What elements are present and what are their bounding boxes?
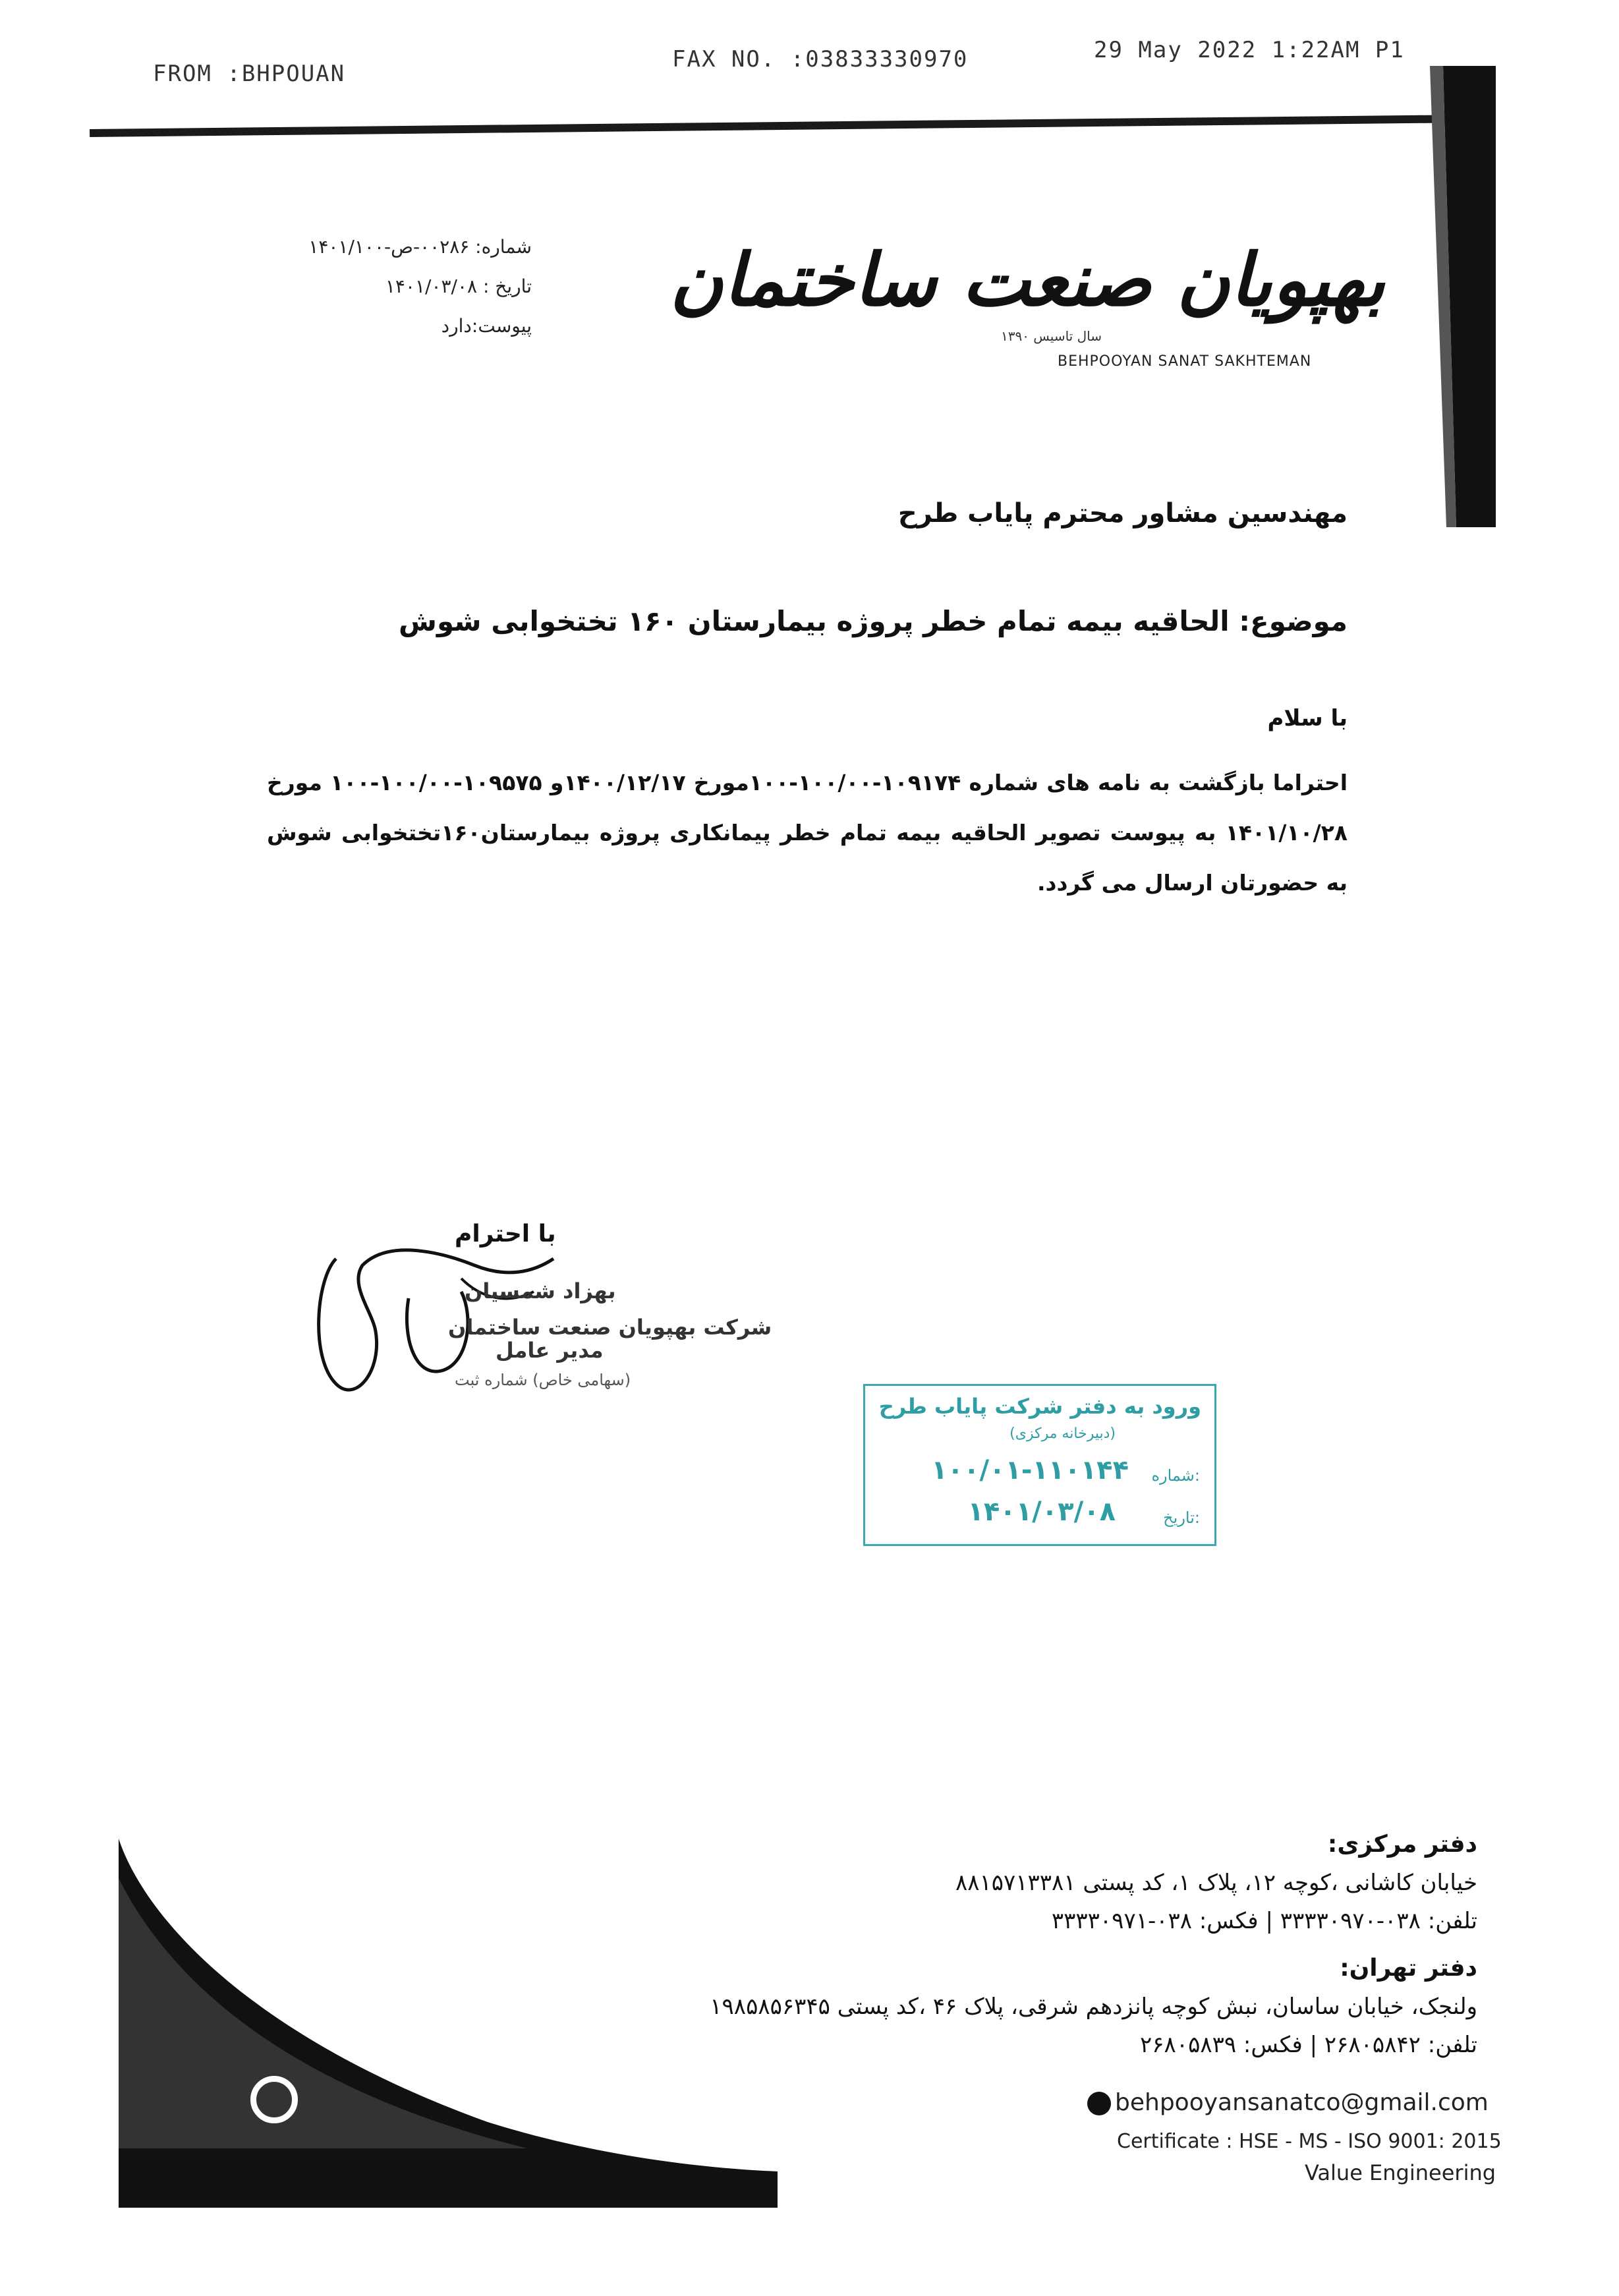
signer-company: شرکت بهپویان صنعت ساختمان [448,1315,772,1340]
letter-attachment: پیوست:دارد [441,315,532,337]
tehran-office-phone: تلفن: ۲۶۸۰۵۸۴۲ | فکس: ۲۶۸۰۵۸۳۹ [1140,2032,1477,2058]
stamp-subtitle: (دبیرخانه مرکزی) [1009,1425,1116,1442]
email-address: behpooyansanatco@gmail.com [1115,2089,1489,2116]
stamp-number: ۱۰۰/۰۱-۱۱۰۱۴۴ [931,1455,1129,1485]
scan-edge-shadow [1430,66,1496,527]
company-logo-persian: بهپویان صنعت ساختمان [669,237,1385,322]
signer-title: مدیر عامل [496,1338,604,1363]
company-registration: (سهامی خاص) شماره ثبت [455,1371,631,1389]
letter-number: شماره: ۰۰۲۸۶-ص-۱۴۰۱/۱۰۰ [308,236,532,258]
fax-number: FAX NO. :03833330970 [672,46,969,72]
footer-contacts [555,1825,1477,2064]
stamp-title: ورود به دفتر شرکت پایاب طرح [878,1394,1201,1419]
letter-meta [136,227,532,346]
footer-circle-icon [250,2076,298,2123]
letter-date: تاریخ : ۱۴۰۱/۰۳/۰۸ [385,275,532,297]
fax-sender: FROM :BHPOUAN [153,61,346,87]
tehran-office-address: ولنجک، خیابان ساسان، نبش کوچه پانزدهم شرقی، پلاک ۴۶ ،کد پستی ۱۹۸۵۸۵۶۳۴۵ [710,1994,1477,2020]
central-office-title: دفتر مرکزی: [1327,1831,1477,1858]
closing: با احترام [455,1220,556,1248]
tehran-office-title: دفتر تهران: [1340,1955,1477,1982]
email-row [1087,2089,1489,2116]
recipient: مهندسین مشاور محترم پایاب طرح [897,498,1348,529]
fax-date-time: 29 May 2022 1:22AM P1 [1094,37,1405,63]
signer-name: بهزاد شمسیان [465,1278,616,1304]
received-stamp [863,1384,1216,1546]
greeting: با سلام [1267,705,1348,732]
company-established: سال تاسیس ۱۳۹۰ [1000,328,1102,344]
company-logo-english: BEHPOOYAN SANAT SAKHTEMAN [1058,353,1312,370]
fax-header-rule [90,115,1447,137]
stamp-date: ۱۴۰۱/۰۳/۰۸ [967,1497,1116,1527]
email-icon [1087,2092,1111,2115]
central-office-address: خیابان کاشانی ،کوچه ۱۲، پلاک ۱، کد پستی ۸۸۱۵۷۱۳۳۸۱ [955,1870,1477,1896]
stamp-number-label: شماره: [1151,1466,1200,1485]
central-office-phone: تلفن: ۰۳۸-۳۳۳۳۰۹۷۰ | فکس: ۰۳۸-۳۳۳۳۰۹۷۱ [1051,1908,1477,1934]
letter-body: احتراما بازگشت به نامه های شماره ۱۰۹۱۷۴-۱۰۰/۰۰-۱۰۰مورخ ۱۴۰۰/۱۲/۱۷و ۱۰۹۵۷۵-۱۰۰/۰۰-۱۰۰ مورخ ۱۴۰۱/۱۰/۲۸ به پیوست تصویر الحاقیه بیمه تمام خطر پیمانکاری پروژه بیمارستان۱۶۰تختخوابی شوش به حضورتان ارسال می گردد. [267,770,1348,896]
stamp-date-label: تاریخ: [1163,1508,1200,1527]
certificate: Certificate : HSE - MS - ISO 9001: 2015 [1117,2130,1502,2153]
value-engineering: Value Engineering [1305,2160,1496,2185]
subject: موضوع: الحاقیه بیمه تمام خطر پروژه بیمارستان ۱۶۰ تختخوابی شوش [398,605,1348,637]
